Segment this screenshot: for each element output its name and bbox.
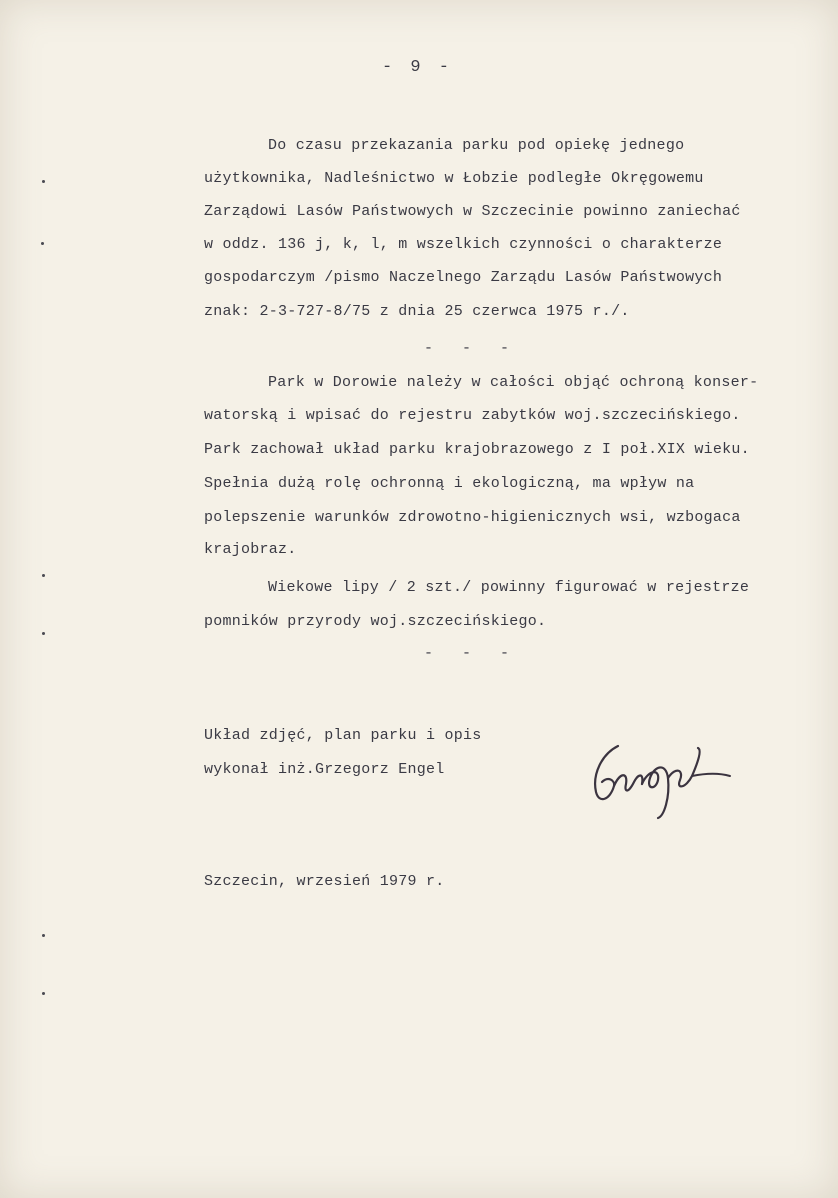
paragraph3-line-2: pomników przyrody woj.szczecińskiego. [204, 613, 547, 630]
binding-hole-mark [42, 632, 45, 635]
paragraph1-line-3: Zarządowi Lasów Państwowych w Szczecinie powinno zaniechać [204, 203, 741, 220]
separator-1: - - - [424, 340, 520, 357]
handwritten-signature [584, 732, 744, 822]
author-line-2: wykonał inż.Grzegorz Engel [204, 761, 445, 778]
binding-hole-mark [42, 180, 45, 183]
paragraph2-line-4: Spełnia dużą rolę ochronną i ekologiczną, ma wpływ na [204, 475, 695, 492]
place-date: Szczecin, wrzesień 1979 r. [204, 873, 445, 890]
binding-hole-mark [42, 574, 45, 577]
binding-hole-mark [42, 934, 45, 937]
paragraph2-line-2: watorską i wpisać do rejestru zabytków woj.szczecińskiego. [204, 407, 741, 424]
paragraph2-line-3: Park zachował układ parku krajobrazowego z I poł.XIX wieku. [204, 441, 750, 458]
binding-hole-mark [41, 242, 44, 245]
paragraph3-line-1: Wiekowe lipy / 2 szt./ powinny figurować w rejestrze [268, 579, 750, 596]
paragraph2-line-1: Park w Dorowie należy w całości objąć ochroną konser- [268, 374, 759, 391]
paragraph1-line-5: gospodarczym /pismo Naczelnego Zarządu Lasów Państwowych [204, 269, 723, 286]
paragraph1-line-1: Do czasu przekazania parku pod opiekę jednego [268, 137, 685, 154]
page-number: - 9 - [382, 58, 454, 77]
paragraph1-line-6: znak: 2-3-727-8/75 z dnia 25 czerwca 1975 r./. [204, 303, 630, 320]
paragraph1-line-4: w oddz. 136 j, k, l, m wszelkich czynności o charakterze [204, 236, 723, 253]
author-line-1: Układ zdjęć, plan parku i opis [204, 727, 482, 744]
paragraph2-line-5: polepszenie warunków zdrowotno-higienicznych wsi, wzbogaca [204, 509, 741, 526]
separator-2: - - - [424, 645, 520, 662]
paragraph1-line-2: użytkownika, Nadleśnictwo w Łobzie podległe Okręgowemu [204, 170, 704, 187]
binding-hole-mark [42, 992, 45, 995]
paragraph2-line-6: krajobraz. [204, 541, 297, 558]
